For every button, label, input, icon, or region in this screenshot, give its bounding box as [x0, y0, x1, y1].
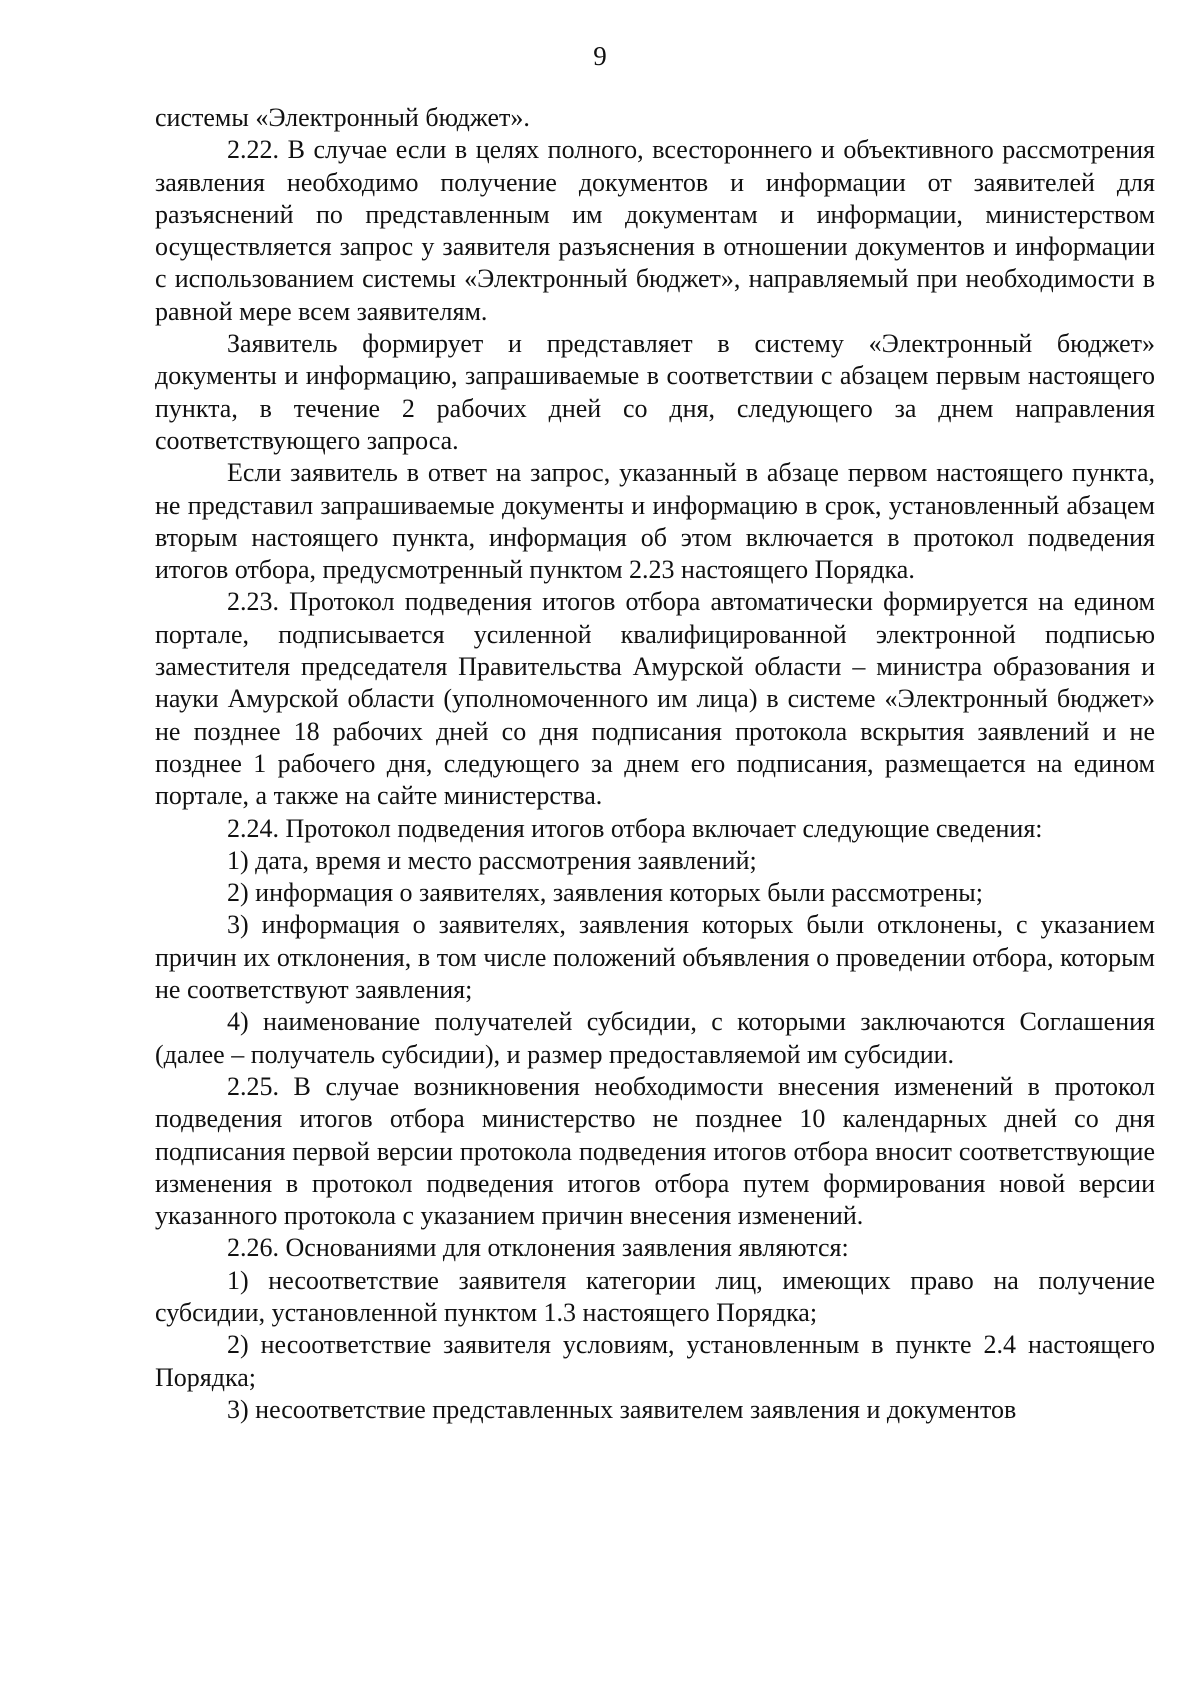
page-number: 9 — [593, 41, 607, 71]
paragraph-2-22-not-submitted: Если заявитель в ответ на запрос, указанный в абзаце первом настоящего пункта, не представил запрашиваемые документы и информацию в срок, установленный абзацем вторым настоящего пункта, информация об этом включается в протокол подведения итогов отбора, предусмотренный пунктом 2.23 настоящего Порядка. — [155, 458, 1155, 585]
paragraph-2-26: 2.26. Основаниями для отклонения заявления являются: — [227, 1233, 849, 1263]
list-item-2-26-1: 1) несоответствие заявителя категории лиц, имеющих право на получение субсидии, установленной пунктом 1.3 настоящего Порядка; — [155, 1265, 1155, 1327]
list-item-2-24-3: 3) информация о заявителях, заявления которых были отклонены, с указанием причин их отклонения, в том числе положений объявления о проведении отбора, которым не соответствуют заявления; — [155, 910, 1155, 1005]
document-body — [155, 102, 1155, 1426]
list-item-2-24-1: 1) дата, время и место рассмотрения заявлений; — [227, 845, 757, 875]
list-item-2-24-4: 4) наименование получателей субсидии, с которыми заключаются Соглашения (далее – получатель субсидии), и размер предоставляемой им субсидии. — [155, 1007, 1155, 1069]
paragraph-continuation: системы «Электронный бюджет». — [155, 103, 530, 132]
list-item-2-26-3: 3) несоответствие представленных заявителем заявления и документов — [227, 1394, 1017, 1424]
list-item-2-26-2: 2) несоответствие заявителя условиям, установленным в пункте 2.4 настоящего Порядка; — [155, 1330, 1155, 1392]
list-item-2-24-2: 2) информация о заявителях, заявления которых были рассмотрены; — [227, 878, 983, 908]
paragraph-2-25: 2.25. В случае возникновения необходимости внесения изменений в протокол подведения итогов отбора министерство не позднее 10 календарных дней со дня подписания первой версии протокола подведения итогов отбора вносит соответствующие изменения в протокол подведения итогов отбора путем формирования новой версии указанного протокола с указанием причин внесения изменений. — [155, 1071, 1155, 1231]
paragraph-2-24: 2.24. Протокол подведения итогов отбора включает следующие сведения: — [227, 813, 1043, 843]
paragraph-2-22-applicant-submits: Заявитель формирует и представляет в систему «Электронный бюджет» документы и информацию, запрашиваемые в соответствии с абзацем первым настоящего пункта, в течение 2 рабочих дней со дня, следующего за днем направления соответствующего запроса. — [155, 329, 1155, 455]
paragraph-2-23: 2.23. Протокол подведения итогов отбора автоматически формируется на едином портале, подписывается усиленной квалифицированной электронной подписью заместителя председателя Правительства Амурской области – министра образования и науки Амурской области (уполномоченного им лица) в системе «Электронный бюджет» не позднее 18 рабочих дней со дня подписания протокола вскрытия заявлений и не позднее 1 рабочего дня, следующего за днем его подписания, размещается на едином портале, а также на сайте министерства. — [155, 587, 1155, 811]
paragraph-2-22: 2.22. В случае если в целях полного, всестороннего и объективного рассмотрения заявления необходимо получение документов и информации от заявителей для разъяснений по представленным им документам и информации, министерством осуществляется запрос у заявителя разъяснения в отношении документов и информации с использованием системы «Электронный бюджет», направляемый при необходимости в равной мере всем заявителям. — [155, 135, 1155, 326]
